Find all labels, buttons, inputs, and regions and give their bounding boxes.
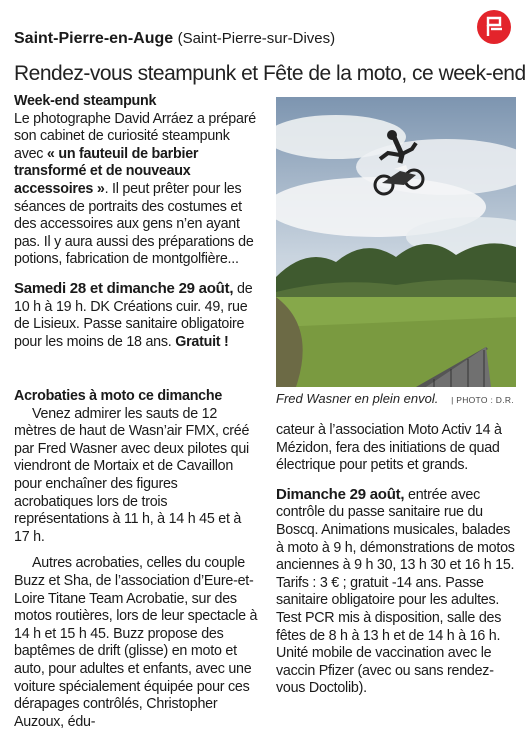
section-title-acrobatics: Acrobaties à moto ce dimanche [14,388,223,404]
acrobatics-paragraph-2: Autres acrobaties, celles du couple Buzz et Sha, de l’association d’Eure-et-Loire Titane Team Acrobatie, sur des motos routières, lors de leur spectacle à 14 h et 15 h 45. Buzz propose des baptêmes de drift (glisse) en moto et auto, pour adultes et enfants, avec une voiture spécialement équipée pour ces dérapages contrôlés, Christopher Auzoux, édu- [14,555,258,730]
column-2-bottom [276,422,520,698]
acrobatics-paragraph-2-continued: cateur à l’association Moto Activ 14 à Mézidon, fera des initiations de quad électrique pour petits et grands. [276,422,502,474]
article-headline: Rendez-vous steampunk et Fête de la moto, ce week-end [14,62,526,85]
photo-credit: | PHOTO : D.R. [451,395,514,405]
steampunk-schedule: Samedi 28 et dimanche 29 août, de 10 h à 19 h. DK Créations cuir. 49, rue de Lisieux. Passe sanitaire obligatoire pour les moins de 18 ans. Gratuit ! [14,279,253,350]
photo-caption: Fred Wasner en plein envol. [276,391,439,406]
section-title-steampunk: Week-end steampunk [14,93,157,109]
location-header [14,30,335,48]
steampunk-paragraph: Le photographe David Arráez a préparé son cabinet de curiosité steampunk avec « un fauteuil de barbier transformé et de nouveaux accessoires ». Il peut prêter pour les séances de portraits des costumes et des accessoires aux gens n’en ayant pas. Il y aura aussi des préparations de potions, fabrication de montgolfière... [14,110,256,268]
column-1-bottom [14,388,259,731]
acrobatics-paragraph-1: Venez admirer les sauts de 12 mètres de haut de Wasn’air FMX, créé par Fred Wasner avec deux pilotes qui viendront de Mortaix et de Cavaillon pour enchaîner des figures acrobatiques lors de trois représentations à 11 h, à 14 h 45 et à 17 h. [14,405,250,545]
place-subtitle: (Saint-Pierre-sur-Dives) [177,30,336,47]
motocross-photo [276,97,516,387]
newspaper-logo-icon [477,10,511,44]
column-1-top [14,93,259,351]
photo-caption-row [276,389,516,409]
place-name: Saint-Pierre-en-Auge [14,30,174,47]
moto-festival-schedule: Dimanche 29 août, entrée avec contrôle du passe sanitaire rue du Boscq. Animations musicales, balades à moto à 9 h, démonstrations de motos anciennes à 9 h 30, 13 h 30 et 16 h 15. Tarifs : 3 € ; gratuit -14 ans. Passe sanitaire obligatoire pour les adultes. Test PCR mis à disposition, salle des fêtes de 8 h à 13 h et de 14 h à 16 h. Unité mobile de vaccination avec le vaccin Pfizer (avec ou sans rendez-vous Doctolib). [276,485,515,697]
